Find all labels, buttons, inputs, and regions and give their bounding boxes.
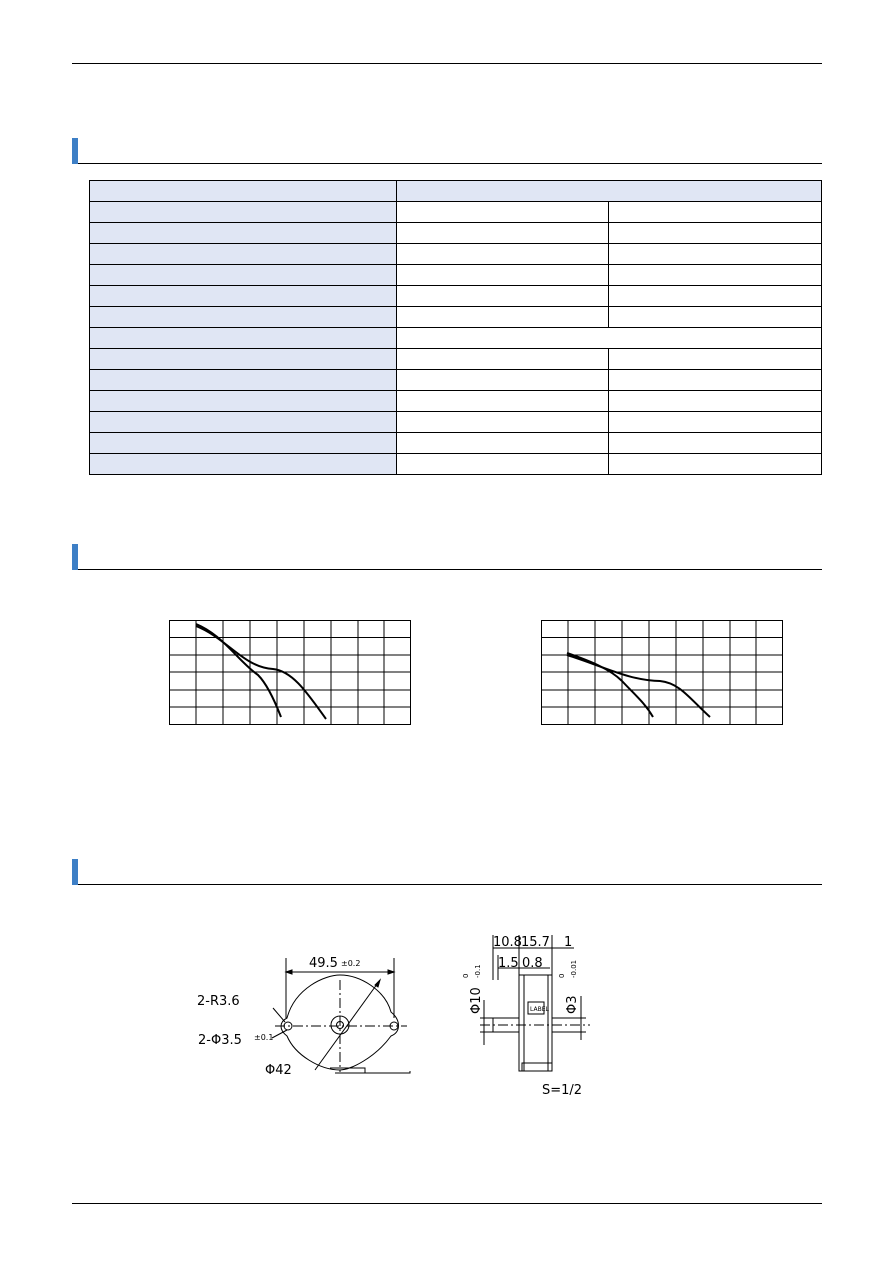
spec-table <box>89 180 822 475</box>
dim-boss-tol-lower: -0.1 <box>474 964 482 978</box>
table-cell <box>397 286 609 307</box>
table-cell <box>609 286 822 307</box>
table-label-cell <box>90 370 397 391</box>
table-cell <box>609 265 822 286</box>
table-cell <box>397 244 609 265</box>
table-row <box>90 370 822 391</box>
header-rule <box>72 63 822 64</box>
section-rule-dimensions <box>78 884 822 885</box>
table-label-cell <box>90 223 397 244</box>
table-cell <box>397 202 609 223</box>
table-label-cell <box>90 286 397 307</box>
dim-d3: 1 <box>564 935 573 950</box>
dim-width-tol: ±0.2 <box>341 959 361 968</box>
graph-grid <box>170 621 411 725</box>
table-cell <box>609 412 822 433</box>
section-marker-dimensions <box>72 859 78 885</box>
table-label-cell <box>90 307 397 328</box>
torque-curve-right <box>540 619 784 727</box>
table-label-cell <box>90 244 397 265</box>
scale-label: S=1/2 <box>542 1083 583 1098</box>
table-cell <box>609 349 822 370</box>
dim-diameter: Φ42 <box>265 1063 292 1078</box>
table-cell <box>397 391 609 412</box>
graph-grid <box>542 621 783 725</box>
dim-shaft-tol-upper: 0 <box>558 973 566 978</box>
table-cell <box>609 454 822 475</box>
dim-boss-diameter: Φ10 <box>469 987 484 1014</box>
dim-shaft-diameter: Φ3 <box>565 995 580 1014</box>
table-cell <box>397 412 609 433</box>
section-marker-specifications <box>72 138 78 164</box>
dim-shaft-tol-lower: -0.01 <box>570 959 578 978</box>
table-row <box>90 391 822 412</box>
table-cell <box>609 223 822 244</box>
dim-d5: 0.8 <box>522 956 543 971</box>
section-rule-specifications <box>78 163 822 164</box>
table-cell <box>609 370 822 391</box>
table-row <box>90 349 822 370</box>
table-header-cell <box>90 181 397 202</box>
table-cell <box>397 328 822 349</box>
table-row <box>90 265 822 286</box>
table-label-cell <box>90 454 397 475</box>
table-label-cell <box>90 328 397 349</box>
table-label-cell <box>90 202 397 223</box>
table-row <box>90 328 822 349</box>
table-row <box>90 244 822 265</box>
table-cell <box>397 265 609 286</box>
table-row <box>90 412 822 433</box>
dim-width-main: 49.5 <box>309 956 338 971</box>
section-rule-characteristics <box>78 569 822 570</box>
dim-holes: 2-Φ3.5 <box>198 1033 242 1048</box>
table-cell <box>609 307 822 328</box>
dim-boss-tol-upper: 0 <box>462 973 470 978</box>
table-cell <box>397 454 609 475</box>
dim-d2: 15.7 <box>521 935 550 950</box>
table-cell <box>609 433 822 454</box>
table-label-cell <box>90 412 397 433</box>
table-cell <box>397 307 609 328</box>
table-cell <box>397 433 609 454</box>
table-label-cell <box>90 265 397 286</box>
table-row <box>90 286 822 307</box>
table-header-cell <box>397 181 822 202</box>
table-cell <box>397 349 609 370</box>
table-label-cell <box>90 391 397 412</box>
table-row <box>90 223 822 244</box>
table-cell <box>397 370 609 391</box>
footer-rule <box>72 1203 822 1204</box>
table-cell <box>609 391 822 412</box>
curve-pull-out <box>567 655 710 717</box>
dim-radius: 2-R3.6 <box>197 994 240 1009</box>
table-cell <box>609 202 822 223</box>
table-row <box>90 202 822 223</box>
table-cell <box>609 244 822 265</box>
front-view-drawing <box>195 950 420 1080</box>
dim-d1: 10.8 <box>493 935 522 950</box>
table-row <box>90 307 822 328</box>
table-label-cell <box>90 349 397 370</box>
label-box: LABEL <box>530 1006 549 1013</box>
table-label-cell <box>90 433 397 454</box>
torque-curve-left <box>168 619 412 727</box>
dim-holes-tol: ±0.1 <box>254 1033 274 1042</box>
table-header-row <box>90 181 822 202</box>
table-cell <box>397 223 609 244</box>
table-row <box>90 454 822 475</box>
dim-d4: 1.5 <box>498 956 519 971</box>
side-view-drawing <box>460 930 600 1100</box>
section-marker-characteristics <box>72 544 78 570</box>
table-row <box>90 433 822 454</box>
